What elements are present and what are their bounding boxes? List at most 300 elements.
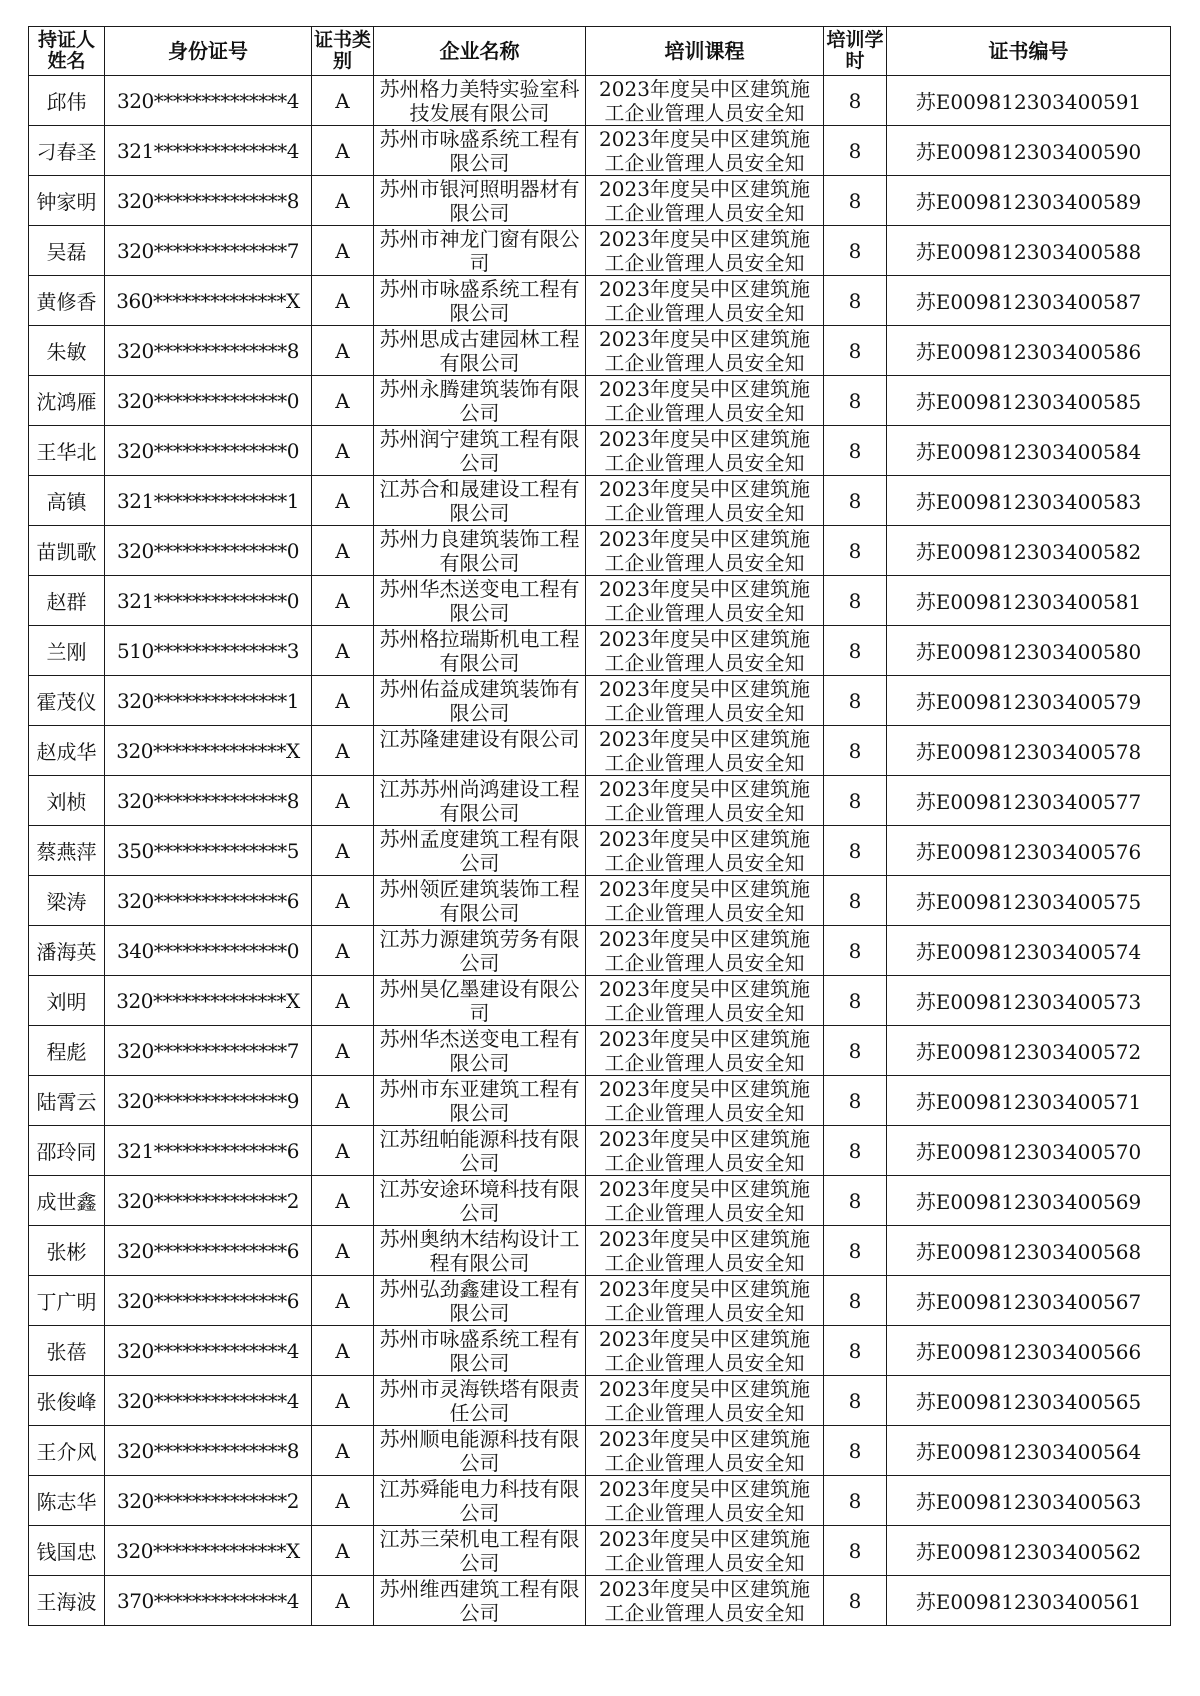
cell-course-text: 2023年度吴中区建筑施工企业管理人员安全知 bbox=[599, 1126, 810, 1175]
cell-company bbox=[374, 276, 586, 326]
cell-company-text: 苏州格拉瑞斯机电工程有限公司 bbox=[379, 626, 580, 675]
cell-holder-name: 霍茂仪 bbox=[29, 676, 105, 726]
cell-hours: 8 bbox=[824, 776, 887, 826]
cell-holder-name: 程彪 bbox=[29, 1026, 105, 1076]
table-row bbox=[29, 326, 1171, 376]
cell-id-number: 321**************4 bbox=[105, 126, 312, 176]
cell-company bbox=[374, 726, 586, 776]
cell-id-number: 320**************6 bbox=[105, 876, 312, 926]
cell-course-text: 2023年度吴中区建筑施工企业管理人员安全知 bbox=[599, 676, 810, 725]
header-row bbox=[29, 27, 1171, 76]
cell-holder-name: 王华北 bbox=[29, 426, 105, 476]
cell-cert-number: 苏E009812303400579 bbox=[887, 676, 1171, 726]
cell-course bbox=[586, 176, 824, 226]
cell-holder-name: 梁涛 bbox=[29, 876, 105, 926]
table-body bbox=[29, 76, 1171, 1626]
table-row bbox=[29, 1426, 1171, 1476]
cell-course-text: 2023年度吴中区建筑施工企业管理人员安全知 bbox=[599, 76, 810, 125]
cell-cert-type: A bbox=[312, 276, 374, 326]
cell-company-text: 苏州市咏盛系统工程有限公司 bbox=[379, 1326, 580, 1375]
cell-course-text: 2023年度吴中区建筑施工企业管理人员安全知 bbox=[599, 1226, 810, 1275]
cell-id-number: 350**************5 bbox=[105, 826, 312, 876]
table-row bbox=[29, 176, 1171, 226]
cell-company-text: 苏州市神龙门窗有限公司 bbox=[379, 226, 580, 275]
cell-course bbox=[586, 1526, 824, 1576]
cell-cert-type: A bbox=[312, 126, 374, 176]
cell-cert-type: A bbox=[312, 726, 374, 776]
cell-course-text: 2023年度吴中区建筑施工企业管理人员安全知 bbox=[599, 526, 810, 575]
cell-cert-type: A bbox=[312, 1076, 374, 1126]
table-row bbox=[29, 1326, 1171, 1376]
cell-company bbox=[374, 376, 586, 426]
cell-course-text: 2023年度吴中区建筑施工企业管理人员安全知 bbox=[599, 1026, 810, 1075]
cell-hours: 8 bbox=[824, 1126, 887, 1176]
cell-id-number: 320**************8 bbox=[105, 776, 312, 826]
cell-company bbox=[374, 876, 586, 926]
cell-course-text: 2023年度吴中区建筑施工企业管理人员安全知 bbox=[599, 276, 810, 325]
table-row bbox=[29, 76, 1171, 126]
cell-company-text: 苏州市灵海铁塔有限责任公司 bbox=[379, 1376, 580, 1425]
cell-holder-name: 蔡燕萍 bbox=[29, 826, 105, 876]
cell-cert-number: 苏E009812303400574 bbox=[887, 926, 1171, 976]
cell-id-number: 320**************1 bbox=[105, 676, 312, 726]
cell-hours: 8 bbox=[824, 826, 887, 876]
cell-company-text: 苏州弘劲鑫建设工程有限公司 bbox=[379, 1276, 580, 1325]
cell-course-text: 2023年度吴中区建筑施工企业管理人员安全知 bbox=[599, 476, 810, 525]
cell-cert-type: A bbox=[312, 876, 374, 926]
cell-company bbox=[374, 1076, 586, 1126]
cell-course-text: 2023年度吴中区建筑施工企业管理人员安全知 bbox=[599, 176, 810, 225]
table-row bbox=[29, 476, 1171, 526]
cell-hours: 8 bbox=[824, 76, 887, 126]
cell-course-text: 2023年度吴中区建筑施工企业管理人员安全知 bbox=[599, 826, 810, 875]
cell-company-text: 苏州华杰送变电工程有限公司 bbox=[379, 576, 580, 625]
cell-course bbox=[586, 1176, 824, 1226]
cell-course bbox=[586, 426, 824, 476]
cell-id-number: 320**************0 bbox=[105, 426, 312, 476]
cell-company bbox=[374, 76, 586, 126]
cell-cert-type: A bbox=[312, 176, 374, 226]
cell-hours: 8 bbox=[824, 1476, 887, 1526]
cell-company-text: 苏州孟度建筑工程有限公司 bbox=[379, 826, 580, 875]
cell-company-text: 苏州力良建筑装饰工程有限公司 bbox=[379, 526, 580, 575]
cell-course-text: 2023年度吴中区建筑施工企业管理人员安全知 bbox=[599, 226, 810, 275]
cell-course bbox=[586, 276, 824, 326]
cell-hours: 8 bbox=[824, 526, 887, 576]
cell-cert-number: 苏E009812303400570 bbox=[887, 1126, 1171, 1176]
table-row bbox=[29, 1576, 1171, 1626]
cell-course bbox=[586, 1576, 824, 1626]
cell-id-number: 320**************2 bbox=[105, 1476, 312, 1526]
cell-holder-name: 张彬 bbox=[29, 1226, 105, 1276]
cell-cert-type: A bbox=[312, 926, 374, 976]
cell-company bbox=[374, 676, 586, 726]
cell-course-text: 2023年度吴中区建筑施工企业管理人员安全知 bbox=[599, 976, 810, 1025]
cell-hours: 8 bbox=[824, 1076, 887, 1126]
table-row bbox=[29, 426, 1171, 476]
cell-course-text: 2023年度吴中区建筑施工企业管理人员安全知 bbox=[599, 1476, 810, 1525]
cell-id-number: 320**************0 bbox=[105, 526, 312, 576]
table-row bbox=[29, 776, 1171, 826]
cell-course bbox=[586, 976, 824, 1026]
cell-course-text: 2023年度吴中区建筑施工企业管理人员安全知 bbox=[599, 1426, 810, 1475]
header-cert-type: 证书类别 bbox=[312, 27, 374, 76]
cell-id-number: 321**************0 bbox=[105, 576, 312, 626]
cell-hours: 8 bbox=[824, 1326, 887, 1376]
cell-cert-type: A bbox=[312, 626, 374, 676]
cell-course-text: 2023年度吴中区建筑施工企业管理人员安全知 bbox=[599, 376, 810, 425]
table-row bbox=[29, 676, 1171, 726]
cell-holder-name: 潘海英 bbox=[29, 926, 105, 976]
cell-company bbox=[374, 176, 586, 226]
cell-cert-number: 苏E009812303400565 bbox=[887, 1376, 1171, 1426]
header-course: 培训课程 bbox=[586, 27, 824, 76]
cell-holder-name: 陈志华 bbox=[29, 1476, 105, 1526]
cell-company bbox=[374, 1026, 586, 1076]
cell-cert-type: A bbox=[312, 376, 374, 426]
cell-company-text: 苏州佑益成建筑装饰有限公司 bbox=[379, 676, 580, 725]
cell-company-text: 江苏三荣机电工程有限公司 bbox=[379, 1526, 580, 1575]
cell-hours: 8 bbox=[824, 326, 887, 376]
cell-course-text: 2023年度吴中区建筑施工企业管理人员安全知 bbox=[599, 1276, 810, 1325]
cell-holder-name: 张蓓 bbox=[29, 1326, 105, 1376]
cell-holder-name: 钟家明 bbox=[29, 176, 105, 226]
cell-cert-type: A bbox=[312, 426, 374, 476]
cell-id-number: 320**************6 bbox=[105, 1276, 312, 1326]
cell-cert-type: A bbox=[312, 826, 374, 876]
cell-cert-type: A bbox=[312, 1126, 374, 1176]
table-header bbox=[29, 27, 1171, 76]
cell-id-number: 320**************0 bbox=[105, 376, 312, 426]
cell-id-number: 320**************8 bbox=[105, 326, 312, 376]
cell-cert-number: 苏E009812303400571 bbox=[887, 1076, 1171, 1126]
cell-company-text: 苏州思成古建园林工程有限公司 bbox=[379, 326, 580, 375]
cell-id-number: 340**************0 bbox=[105, 926, 312, 976]
cell-company bbox=[374, 326, 586, 376]
cell-course bbox=[586, 1476, 824, 1526]
cell-holder-name: 刁春圣 bbox=[29, 126, 105, 176]
cell-id-number: 320**************8 bbox=[105, 176, 312, 226]
cell-cert-number: 苏E009812303400564 bbox=[887, 1426, 1171, 1476]
table-row bbox=[29, 226, 1171, 276]
cell-course bbox=[586, 376, 824, 426]
cell-company bbox=[374, 776, 586, 826]
cell-company bbox=[374, 1176, 586, 1226]
header-company: 企业名称 bbox=[374, 27, 586, 76]
cell-cert-number: 苏E009812303400575 bbox=[887, 876, 1171, 926]
cell-hours: 8 bbox=[824, 1226, 887, 1276]
cell-company-text: 苏州市银河照明器材有限公司 bbox=[379, 176, 580, 225]
header-cert-number: 证书编号 bbox=[887, 27, 1171, 76]
cell-id-number: 360**************X bbox=[105, 276, 312, 326]
cell-holder-name: 苗凯歌 bbox=[29, 526, 105, 576]
cell-company-text: 苏州奥纳木结构设计工程有限公司 bbox=[379, 1226, 580, 1275]
cell-hours: 8 bbox=[824, 1176, 887, 1226]
cell-course bbox=[586, 76, 824, 126]
cell-holder-name: 丁广明 bbox=[29, 1276, 105, 1326]
cell-company-text: 江苏纽帕能源科技有限公司 bbox=[379, 1126, 580, 1175]
cell-company bbox=[374, 976, 586, 1026]
table-row bbox=[29, 926, 1171, 976]
cell-id-number: 320**************7 bbox=[105, 226, 312, 276]
cell-cert-number: 苏E009812303400582 bbox=[887, 526, 1171, 576]
cell-company-text: 江苏苏州尚鸿建设工程有限公司 bbox=[379, 776, 580, 825]
cell-company bbox=[374, 226, 586, 276]
cell-holder-name: 兰刚 bbox=[29, 626, 105, 676]
table-row bbox=[29, 626, 1171, 676]
cell-hours: 8 bbox=[824, 576, 887, 626]
cell-course-text: 2023年度吴中区建筑施工企业管理人员安全知 bbox=[599, 1576, 810, 1625]
cell-id-number: 321**************6 bbox=[105, 1126, 312, 1176]
cell-cert-type: A bbox=[312, 1426, 374, 1476]
cell-course bbox=[586, 1126, 824, 1176]
table-row bbox=[29, 376, 1171, 426]
cell-company-text: 苏州永腾建筑装饰有限公司 bbox=[379, 376, 580, 425]
cell-hours: 8 bbox=[824, 1426, 887, 1476]
cell-hours: 8 bbox=[824, 876, 887, 926]
cell-hours: 8 bbox=[824, 1276, 887, 1326]
cell-cert-number: 苏E009812303400569 bbox=[887, 1176, 1171, 1226]
cell-company bbox=[374, 1576, 586, 1626]
cell-cert-type: A bbox=[312, 526, 374, 576]
cell-company-text: 苏州维西建筑工程有限公司 bbox=[379, 1576, 580, 1625]
cell-hours: 8 bbox=[824, 626, 887, 676]
cell-course bbox=[586, 1076, 824, 1126]
cell-cert-number: 苏E009812303400577 bbox=[887, 776, 1171, 826]
cell-id-number: 320**************9 bbox=[105, 1076, 312, 1126]
cell-cert-number: 苏E009812303400573 bbox=[887, 976, 1171, 1026]
cell-hours: 8 bbox=[824, 1376, 887, 1426]
cell-hours: 8 bbox=[824, 926, 887, 976]
cell-course bbox=[586, 676, 824, 726]
table-row bbox=[29, 1176, 1171, 1226]
cell-cert-number: 苏E009812303400572 bbox=[887, 1026, 1171, 1076]
table-row bbox=[29, 826, 1171, 876]
cell-course-text: 2023年度吴中区建筑施工企业管理人员安全知 bbox=[599, 426, 810, 475]
table-row bbox=[29, 876, 1171, 926]
cell-cert-number: 苏E009812303400586 bbox=[887, 326, 1171, 376]
cell-holder-name: 王介风 bbox=[29, 1426, 105, 1476]
cell-hours: 8 bbox=[824, 176, 887, 226]
table-row bbox=[29, 576, 1171, 626]
cell-course bbox=[586, 926, 824, 976]
cell-cert-number: 苏E009812303400587 bbox=[887, 276, 1171, 326]
cell-company-text: 江苏力源建筑劳务有限公司 bbox=[379, 926, 580, 975]
cell-company-text: 苏州市咏盛系统工程有限公司 bbox=[379, 276, 580, 325]
cell-company bbox=[374, 1526, 586, 1576]
cell-cert-number: 苏E009812303400584 bbox=[887, 426, 1171, 476]
table-row bbox=[29, 1376, 1171, 1426]
cell-holder-name: 吴磊 bbox=[29, 226, 105, 276]
cell-hours: 8 bbox=[824, 1526, 887, 1576]
cell-course-text: 2023年度吴中区建筑施工企业管理人员安全知 bbox=[599, 626, 810, 675]
cell-company-text: 苏州领匠建筑装饰工程有限公司 bbox=[379, 876, 580, 925]
cell-course bbox=[586, 1276, 824, 1326]
cell-course bbox=[586, 226, 824, 276]
cell-holder-name: 高镇 bbox=[29, 476, 105, 526]
cell-company-text: 苏州顺电能源科技有限公司 bbox=[379, 1426, 580, 1475]
cell-company bbox=[374, 526, 586, 576]
cell-hours: 8 bbox=[824, 976, 887, 1026]
cell-id-number: 320**************8 bbox=[105, 1426, 312, 1476]
cell-cert-number: 苏E009812303400591 bbox=[887, 76, 1171, 126]
cell-cert-type: A bbox=[312, 76, 374, 126]
cell-id-number: 320**************X bbox=[105, 1526, 312, 1576]
table-row bbox=[29, 526, 1171, 576]
cell-id-number: 320**************4 bbox=[105, 1326, 312, 1376]
header-hours: 培训学时 bbox=[824, 27, 887, 76]
cell-course-text: 2023年度吴中区建筑施工企业管理人员安全知 bbox=[599, 1526, 810, 1575]
cell-course bbox=[586, 1226, 824, 1276]
cell-hours: 8 bbox=[824, 426, 887, 476]
cell-cert-number: 苏E009812303400566 bbox=[887, 1326, 1171, 1376]
cell-course bbox=[586, 1026, 824, 1076]
cell-company bbox=[374, 476, 586, 526]
cell-hours: 8 bbox=[824, 676, 887, 726]
cell-cert-number: 苏E009812303400583 bbox=[887, 476, 1171, 526]
cell-holder-name: 黄修香 bbox=[29, 276, 105, 326]
cell-id-number: 320**************4 bbox=[105, 76, 312, 126]
cell-cert-type: A bbox=[312, 576, 374, 626]
cell-company-text: 苏州润宁建筑工程有限公司 bbox=[379, 426, 580, 475]
cell-course-text: 2023年度吴中区建筑施工企业管理人员安全知 bbox=[599, 1326, 810, 1375]
cell-company bbox=[374, 1276, 586, 1326]
cell-cert-type: A bbox=[312, 1226, 374, 1276]
cell-cert-number: 苏E009812303400590 bbox=[887, 126, 1171, 176]
cell-company-text: 江苏舜能电力科技有限公司 bbox=[379, 1476, 580, 1525]
cell-id-number: 320**************2 bbox=[105, 1176, 312, 1226]
cell-company-text: 苏州昊亿墨建设有限公司 bbox=[379, 976, 580, 1025]
table-row bbox=[29, 1126, 1171, 1176]
cell-company bbox=[374, 576, 586, 626]
cell-company bbox=[374, 1126, 586, 1176]
cell-course bbox=[586, 526, 824, 576]
cell-cert-type: A bbox=[312, 1576, 374, 1626]
cell-course bbox=[586, 626, 824, 676]
cell-cert-type: A bbox=[312, 1326, 374, 1376]
cell-course bbox=[586, 1426, 824, 1476]
cell-course-text: 2023年度吴中区建筑施工企业管理人员安全知 bbox=[599, 726, 810, 775]
cell-holder-name: 赵成华 bbox=[29, 726, 105, 776]
cell-cert-number: 苏E009812303400588 bbox=[887, 226, 1171, 276]
cell-company bbox=[374, 1426, 586, 1476]
certificate-table bbox=[28, 26, 1171, 1626]
cell-company bbox=[374, 926, 586, 976]
cell-cert-type: A bbox=[312, 1376, 374, 1426]
cell-hours: 8 bbox=[824, 226, 887, 276]
table-row bbox=[29, 1526, 1171, 1576]
cell-company bbox=[374, 826, 586, 876]
cell-course bbox=[586, 1326, 824, 1376]
cell-company bbox=[374, 1376, 586, 1426]
cell-hours: 8 bbox=[824, 726, 887, 776]
cell-course bbox=[586, 576, 824, 626]
cell-cert-type: A bbox=[312, 676, 374, 726]
cell-id-number: 321**************1 bbox=[105, 476, 312, 526]
cell-course-text: 2023年度吴中区建筑施工企业管理人员安全知 bbox=[599, 126, 810, 175]
cell-company bbox=[374, 626, 586, 676]
cell-course-text: 2023年度吴中区建筑施工企业管理人员安全知 bbox=[599, 876, 810, 925]
cell-company-text: 苏州华杰送变电工程有限公司 bbox=[379, 1026, 580, 1075]
cell-course-text: 2023年度吴中区建筑施工企业管理人员安全知 bbox=[599, 926, 810, 975]
cell-id-number: 320**************7 bbox=[105, 1026, 312, 1076]
table-row bbox=[29, 276, 1171, 326]
cell-hours: 8 bbox=[824, 376, 887, 426]
cell-course-text: 2023年度吴中区建筑施工企业管理人员安全知 bbox=[599, 776, 810, 825]
cell-cert-number: 苏E009812303400580 bbox=[887, 626, 1171, 676]
cell-hours: 8 bbox=[824, 126, 887, 176]
cell-holder-name: 邵玲同 bbox=[29, 1126, 105, 1176]
cell-cert-type: A bbox=[312, 226, 374, 276]
cell-course-text: 2023年度吴中区建筑施工企业管理人员安全知 bbox=[599, 1076, 810, 1125]
table-row bbox=[29, 1026, 1171, 1076]
cell-course bbox=[586, 476, 824, 526]
cell-holder-name: 朱敏 bbox=[29, 326, 105, 376]
cell-hours: 8 bbox=[824, 276, 887, 326]
cell-id-number: 510**************3 bbox=[105, 626, 312, 676]
cell-cert-number: 苏E009812303400589 bbox=[887, 176, 1171, 226]
cell-cert-number: 苏E009812303400563 bbox=[887, 1476, 1171, 1526]
cell-course bbox=[586, 826, 824, 876]
header-id-number: 身份证号 bbox=[105, 27, 312, 76]
cell-cert-type: A bbox=[312, 1276, 374, 1326]
cell-cert-type: A bbox=[312, 1176, 374, 1226]
cell-id-number: 320**************X bbox=[105, 976, 312, 1026]
cell-holder-name: 张俊峰 bbox=[29, 1376, 105, 1426]
cell-company-text: 苏州市东亚建筑工程有限公司 bbox=[379, 1076, 580, 1125]
cell-id-number: 320**************6 bbox=[105, 1226, 312, 1276]
cell-cert-type: A bbox=[312, 1476, 374, 1526]
cell-cert-type: A bbox=[312, 1526, 374, 1576]
cell-course-text: 2023年度吴中区建筑施工企业管理人员安全知 bbox=[599, 576, 810, 625]
table-row bbox=[29, 976, 1171, 1026]
cell-company bbox=[374, 126, 586, 176]
cell-course bbox=[586, 876, 824, 926]
cell-hours: 8 bbox=[824, 1026, 887, 1076]
cell-company bbox=[374, 1326, 586, 1376]
cell-holder-name: 刘明 bbox=[29, 976, 105, 1026]
cell-cert-number: 苏E009812303400585 bbox=[887, 376, 1171, 426]
cell-company-text: 江苏合和晟建设工程有限公司 bbox=[379, 476, 580, 525]
cell-company bbox=[374, 1476, 586, 1526]
cell-company-text: 江苏安途环境科技有限公司 bbox=[379, 1176, 580, 1225]
table-row bbox=[29, 126, 1171, 176]
cell-cert-number: 苏E009812303400567 bbox=[887, 1276, 1171, 1326]
cell-company-text: 苏州格力美特实验室科技发展有限公司 bbox=[379, 76, 580, 125]
table-row bbox=[29, 1226, 1171, 1276]
cell-holder-name: 陆霄云 bbox=[29, 1076, 105, 1126]
cell-holder-name: 邱伟 bbox=[29, 76, 105, 126]
cell-holder-name: 刘桢 bbox=[29, 776, 105, 826]
cell-id-number: 320**************4 bbox=[105, 1376, 312, 1426]
cell-cert-type: A bbox=[312, 976, 374, 1026]
cell-company-text: 江苏隆建建设有限公司 bbox=[379, 726, 580, 751]
cell-cert-number: 苏E009812303400581 bbox=[887, 576, 1171, 626]
cell-cert-type: A bbox=[312, 476, 374, 526]
cell-cert-number: 苏E009812303400561 bbox=[887, 1576, 1171, 1626]
cell-cert-type: A bbox=[312, 776, 374, 826]
cell-id-number: 320**************X bbox=[105, 726, 312, 776]
cell-cert-type: A bbox=[312, 1026, 374, 1076]
cell-course-text: 2023年度吴中区建筑施工企业管理人员安全知 bbox=[599, 1376, 810, 1425]
cell-cert-number: 苏E009812303400576 bbox=[887, 826, 1171, 876]
table-row bbox=[29, 1276, 1171, 1326]
table-row bbox=[29, 1476, 1171, 1526]
cell-holder-name: 赵群 bbox=[29, 576, 105, 626]
cell-cert-number: 苏E009812303400562 bbox=[887, 1526, 1171, 1576]
cell-course bbox=[586, 326, 824, 376]
cell-cert-number: 苏E009812303400578 bbox=[887, 726, 1171, 776]
